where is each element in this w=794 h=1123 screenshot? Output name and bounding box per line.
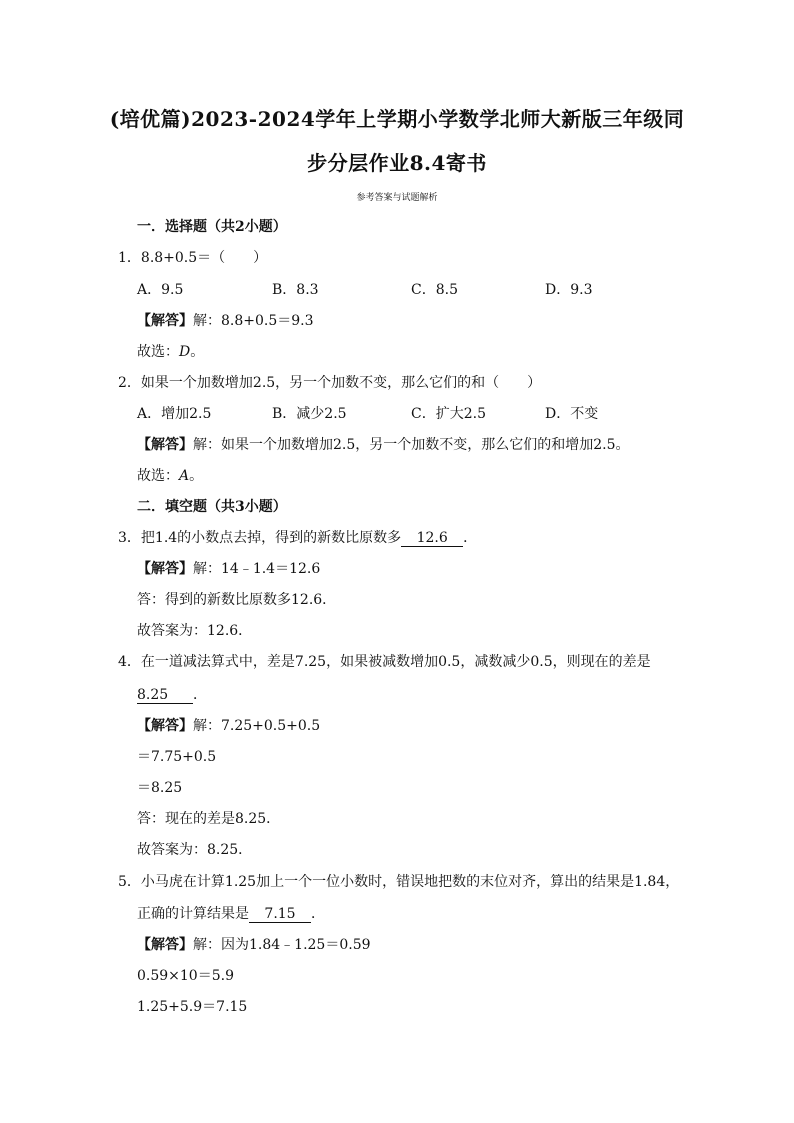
answer-text: 解：7.25+0.5+0.5 <box>193 718 321 734</box>
question-1-option-b: B．8.3 <box>272 282 319 298</box>
question-4-line-5: 故答案为：8.25． <box>137 842 253 858</box>
answer-text: 解：因为1.84﹣1.25＝0.59 <box>193 937 371 953</box>
answer-text: 解：如果一个加数增加2.5，另一个加数不变，那么它们的和增加2.5。 <box>193 437 630 453</box>
question-2-option-b: B．减少2.5 <box>272 406 347 422</box>
stem-text: 3．把1.4的小数点去掉，得到的新数比原数多 <box>118 530 402 546</box>
question-1-stem: 1．8.8+0.5＝（ ） <box>118 250 268 266</box>
document-title-line-2: 步分层作业8.4寄书 <box>307 151 487 175</box>
question-5-line-3: 1.25+5.9＝7.15 <box>137 999 248 1015</box>
answer-blank: 7.15 <box>249 906 311 923</box>
choice-prefix: 故选： <box>137 344 179 360</box>
question-4-line-2: ＝7.75+0.5 <box>137 749 217 765</box>
stem-end: ． <box>193 687 207 703</box>
answer-text: 解：14﹣1.4＝12.6 <box>193 561 321 577</box>
choice-suffix: 。 <box>189 468 204 484</box>
stem-text: 正确的计算结果是 <box>137 906 249 922</box>
question-1-option-c: C．8.5 <box>411 282 458 298</box>
question-3-line-3: 故答案为：12.6． <box>137 623 253 639</box>
question-4-answer <box>137 717 320 735</box>
stem-end: ． <box>311 906 325 922</box>
document-title-line-1: (培优篇)2023-2024学年上学期小学数学北师大新版三年级同 <box>109 107 685 131</box>
question-5-stem: 5．小马虎在计算1.25加上一个一位小数时，错误地把数的末位对齐，算出的结果是1.84， <box>118 874 680 890</box>
answer-tag: 【解答】 <box>137 313 193 329</box>
question-4-blank-line <box>137 686 207 704</box>
question-2-answer <box>137 436 630 454</box>
question-5-line-2: 0.59×10＝5.9 <box>137 968 234 984</box>
question-4-stem: 4．在一道减法算式中，差是7.25，如果被减数增加0.5，减数减少0.5，则现在的差是 <box>118 654 651 670</box>
choice-letter: A <box>179 468 190 484</box>
answer-tag: 【解答】 <box>137 718 193 734</box>
answer-blank: 8.25 <box>137 687 193 704</box>
question-1-option-d: D．9.3 <box>545 282 593 298</box>
question-2-stem: 2．如果一个加数增加2.5，另一个加数不变，那么它们的和（ ） <box>118 375 542 391</box>
question-4-line-3: ＝8.25 <box>137 780 183 796</box>
question-4-line-4: 答：现在的差是8.25． <box>137 811 281 827</box>
answer-tag: 【解答】 <box>137 937 193 953</box>
answer-blank: 12.6 <box>401 530 463 547</box>
question-3-answer <box>137 560 320 578</box>
question-1-choice <box>137 343 204 361</box>
answer-tag: 【解答】 <box>137 561 193 577</box>
section-heading-fill: 二．填空题（共3小题） <box>137 499 287 515</box>
question-2-option-d: D．不变 <box>545 406 599 422</box>
choice-suffix: 。 <box>190 344 205 360</box>
stem-end: ． <box>463 530 478 546</box>
section-heading-choice: 一．选择题（共2小题） <box>137 219 287 235</box>
answer-text: 解：8.8+0.5＝9.3 <box>193 313 314 329</box>
choice-prefix: 故选： <box>137 468 179 484</box>
question-1-answer <box>137 312 314 330</box>
question-5-stem-2 <box>137 905 325 923</box>
question-2-option-c: C．扩大2.5 <box>411 406 486 422</box>
question-5-answer <box>137 936 371 954</box>
question-3-stem <box>118 529 477 547</box>
question-2-option-a: A．增加2.5 <box>137 406 212 422</box>
question-3-line-2: 答：得到的新数比原数多12.6． <box>137 592 337 608</box>
question-2-choice <box>137 467 203 485</box>
document-subtitle: 参考答案与试题解析 <box>356 193 438 203</box>
choice-letter: D <box>179 344 191 360</box>
question-1-option-a: A．9.5 <box>137 282 184 298</box>
answer-tag: 【解答】 <box>137 437 193 453</box>
